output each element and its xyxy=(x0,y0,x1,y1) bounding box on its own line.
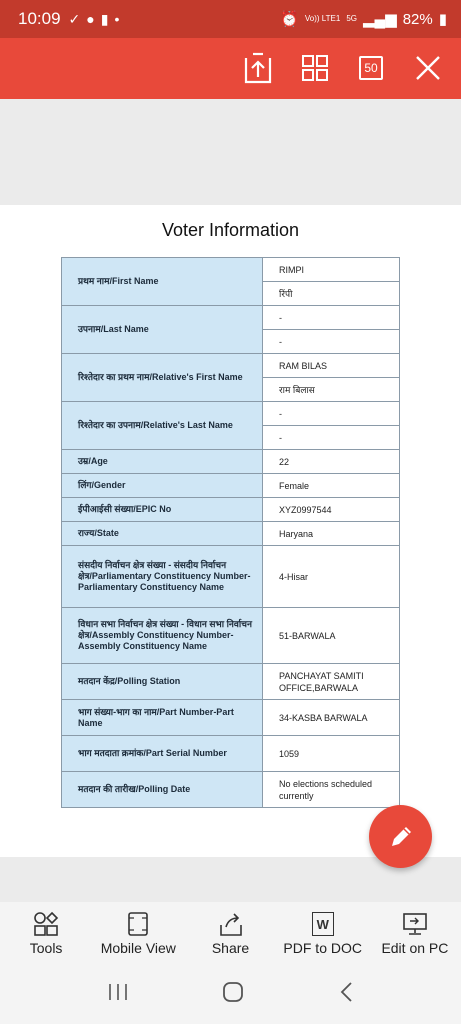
close-icon xyxy=(415,55,441,81)
page-count-button[interactable] xyxy=(355,52,387,84)
tools-icon xyxy=(33,910,59,938)
table-row xyxy=(62,772,400,808)
field-value: 4-Hisar xyxy=(263,546,400,608)
share-button[interactable] xyxy=(184,902,276,964)
share-label: Share xyxy=(211,940,250,956)
back-icon xyxy=(338,981,354,1003)
grid-icon xyxy=(302,55,328,81)
field-value: Haryana xyxy=(263,522,400,546)
field-value: 22 xyxy=(263,450,400,474)
edit-on-pc-button[interactable] xyxy=(369,902,461,964)
edit-fab-button[interactable] xyxy=(369,805,432,868)
field-value: XYZ0997544 xyxy=(263,498,400,522)
page-count: 50 xyxy=(359,56,383,80)
back-button[interactable] xyxy=(338,981,354,1008)
bottom-action-bar xyxy=(0,902,461,964)
pdf-to-doc-button[interactable] xyxy=(277,902,369,964)
table-row xyxy=(62,474,400,498)
pdf-to-doc-label: PDF to DOC xyxy=(283,940,362,956)
field-label: संसदीय निर्वाचन क्षेत्र संख्या - संसदीय निर्वाचन क्षेत्र/Parliamentary Constituency Number-Parliamentary Constituency Name xyxy=(62,546,263,608)
field-label: विधान सभा निर्वाचन क्षेत्र संख्या - विधान सभा निर्वाचन क्षेत्र/Assembly Constituency Number-Assembly Constituency Name xyxy=(62,608,263,664)
field-label: उम्र/Age xyxy=(62,450,263,474)
field-value: 1059 xyxy=(263,736,400,772)
grid-view-button[interactable] xyxy=(299,52,331,84)
field-value: PANCHAYAT SAMITI OFFICE,BARWALA xyxy=(263,664,400,700)
mobile-view-button[interactable] xyxy=(92,902,184,964)
field-value: रिंपी xyxy=(263,282,400,306)
battery-icon: ▮ xyxy=(438,11,447,28)
document-page xyxy=(0,205,461,857)
app-toolbar xyxy=(0,38,461,99)
monitor-icon xyxy=(402,910,428,938)
clock: 10:09 xyxy=(18,9,61,28)
table-row xyxy=(62,700,400,736)
recent-apps-button[interactable] xyxy=(107,982,129,1007)
export-button[interactable] xyxy=(242,52,274,84)
field-value: No elections scheduled currently xyxy=(263,772,400,808)
field-label: भाग संख्या-भाग का नाम/Part Number-Part Name xyxy=(62,700,263,736)
field-value: 51-BARWALA xyxy=(263,608,400,664)
table-row xyxy=(62,402,400,426)
message-icon: ● xyxy=(86,11,95,27)
edit-on-pc-label: Edit on PC xyxy=(381,940,449,956)
pencil-icon xyxy=(387,823,415,851)
field-label: मतदान की तारीख/Polling Date xyxy=(62,772,263,808)
field-value: राम बिलास xyxy=(263,378,400,402)
table-row xyxy=(62,608,400,664)
table-row xyxy=(62,258,400,282)
field-label: राज्य/State xyxy=(62,522,263,546)
table-row xyxy=(62,664,400,700)
field-value: - xyxy=(263,402,400,426)
table-row xyxy=(62,522,400,546)
field-label: उपनाम/Last Name xyxy=(62,306,263,354)
table-row xyxy=(62,354,400,378)
field-label: रिश्तेदार का प्रथम नाम/Relative's First Name xyxy=(62,354,263,402)
home-icon xyxy=(222,981,244,1003)
battery-level: 82% xyxy=(402,10,433,28)
field-label: भाग मतदाता क्रमांक/Part Serial Number xyxy=(62,736,263,772)
recent-apps-icon xyxy=(107,982,129,1002)
field-value: RIMPI xyxy=(263,258,400,282)
network-type: 5G xyxy=(346,14,357,23)
word-doc-icon xyxy=(312,910,334,938)
field-value: - xyxy=(263,426,400,450)
volte-indicator: Vo)) LTE1 xyxy=(304,14,341,23)
tools-button[interactable] xyxy=(0,902,92,964)
system-nav-bar xyxy=(0,964,461,1024)
status-bar xyxy=(0,0,461,38)
notification-dot-icon: • xyxy=(114,11,120,27)
alarm-icon: ⏰ xyxy=(280,11,299,28)
download-done-icon: ✓ xyxy=(68,10,81,27)
table-row xyxy=(62,736,400,772)
field-value: RAM BILAS xyxy=(263,354,400,378)
share-icon xyxy=(218,910,244,938)
field-label: लिंग/Gender xyxy=(62,474,263,498)
signal-icon: ▂▄▆ xyxy=(363,11,397,28)
close-button[interactable] xyxy=(412,52,444,84)
field-value: - xyxy=(263,306,400,330)
field-value: 34-KASBA BARWALA xyxy=(263,700,400,736)
table-row xyxy=(62,450,400,474)
table-row xyxy=(62,306,400,330)
table-row xyxy=(62,498,400,522)
field-value: Female xyxy=(263,474,400,498)
mobile-view-icon xyxy=(127,910,149,938)
home-button[interactable] xyxy=(222,981,244,1008)
field-label: ईपीआईसी संख्या/EPIC No xyxy=(62,498,263,522)
field-value: - xyxy=(263,330,400,354)
table-row xyxy=(62,546,400,608)
word-icon-letter: W xyxy=(312,912,334,936)
field-label: मतदान केंद्र/Polling Station xyxy=(62,664,263,700)
voter-info-table xyxy=(61,257,400,808)
book-icon: ▮ xyxy=(100,10,109,27)
tools-label: Tools xyxy=(29,940,63,956)
field-label: रिश्तेदार का उपनाम/Relative's Last Name xyxy=(62,402,263,450)
export-icon xyxy=(243,52,273,84)
mobile-view-label: Mobile View xyxy=(100,940,176,956)
field-label: प्रथम नाम/First Name xyxy=(62,258,263,306)
document-title: Voter Information xyxy=(161,220,300,240)
